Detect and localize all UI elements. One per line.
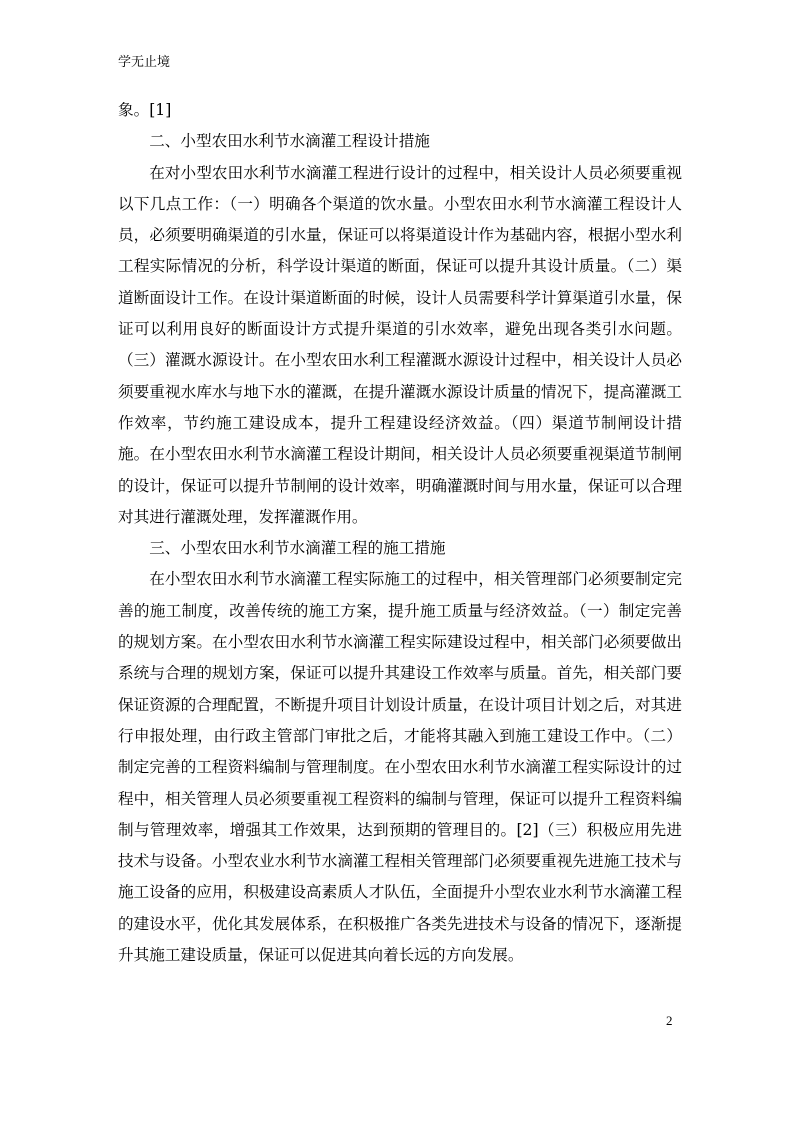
paragraph-continuation: 象。[1] [118, 101, 172, 119]
document-body [118, 95, 682, 971]
paragraph-construction-measures: 在小型农田水利节水滴灌工程实际施工的过程中，相关管理部门必须要制定完善的施工制度，改善传统的施工方案，提升施工质量与经济效益。（一）制定完善的规划方案。在小型农田水利节水滴灌工程实际建设过程中，相关部门必须要做出系统与合理的规划方案，保证可以提升其建设工作效率与质量。首先，相关部门要保证资源的合理配置，不断提升项目计划设计质量，在设计项目计划之后，对其进行申报处理，由行政主管部门审批之后，才能将其融入到施工建设工作中。（二）制定完善的工程资料编制与管理制度。在小型农田水利节水滴灌工程实际设计的过程中，相关管理人员必须要重视工程资料的编制与管理，保证可以提升工程资料编制与管理效率，增强其工作效果，达到预期的管理目的。[2]（三）积极应用先进技术与设备。小型农业水利节水滴灌工程相关管理部门必须要重视先进施工技术与施工设备的应用，积极建设高素质人才队伍，全面提升小型农业水利节水滴灌工程的建设水平，优化其发展体系，在积极推广各类先进技术与设备的情况下，逐渐提升其施工建设质量，保证可以促进其向着长远的方向发展。 [118, 570, 682, 965]
paragraph-design-measures: 在对小型农田水利节水滴灌工程进行设计的过程中，相关设计人员必须要重视以下几点工作：（一）明确各个渠道的饮水量。小型农田水利节水滴灌工程设计人员，必须要明确渠道的引水量，保证可以将渠道设计作为基础内容，根据小型水利工程实际情况的分析，科学设计渠道的断面，保证可以提升其设计质量。（二）渠道断面设计工作。在设计渠道断面的时候，设计人员需要科学计算渠道引水量，保证可以利用良好的断面设计方式提升渠道的引水效率，避免出现各类引水问题。（三）灌溉水源设计。在小型农田水利工程灌溉水源设计过程中，相关设计人员必须要重视水库水与地下水的灌溉，在提升灌溉水源设计质量的情况下，提高灌溉工作效率，节约施工建设成本，提升工程建设经济效益。（四）渠道节制闸设计措施。在小型农田水利节水滴灌工程设计期间，相关设计人员必须要重视渠道节制闸的设计，保证可以提升节制闸的设计效率，明确灌溉时间与用水量，保证可以合理对其进行灌溉处理，发挥灌溉作用。 [118, 163, 682, 526]
page-number: 2 [666, 1013, 673, 1028]
section-heading-design: 二、小型农田水利节水滴灌工程设计措施 [149, 132, 430, 151]
page-header: 学无止境 [118, 55, 171, 70]
section-heading-construction: 三、小型农田水利节水滴灌工程的施工措施 [149, 539, 446, 558]
